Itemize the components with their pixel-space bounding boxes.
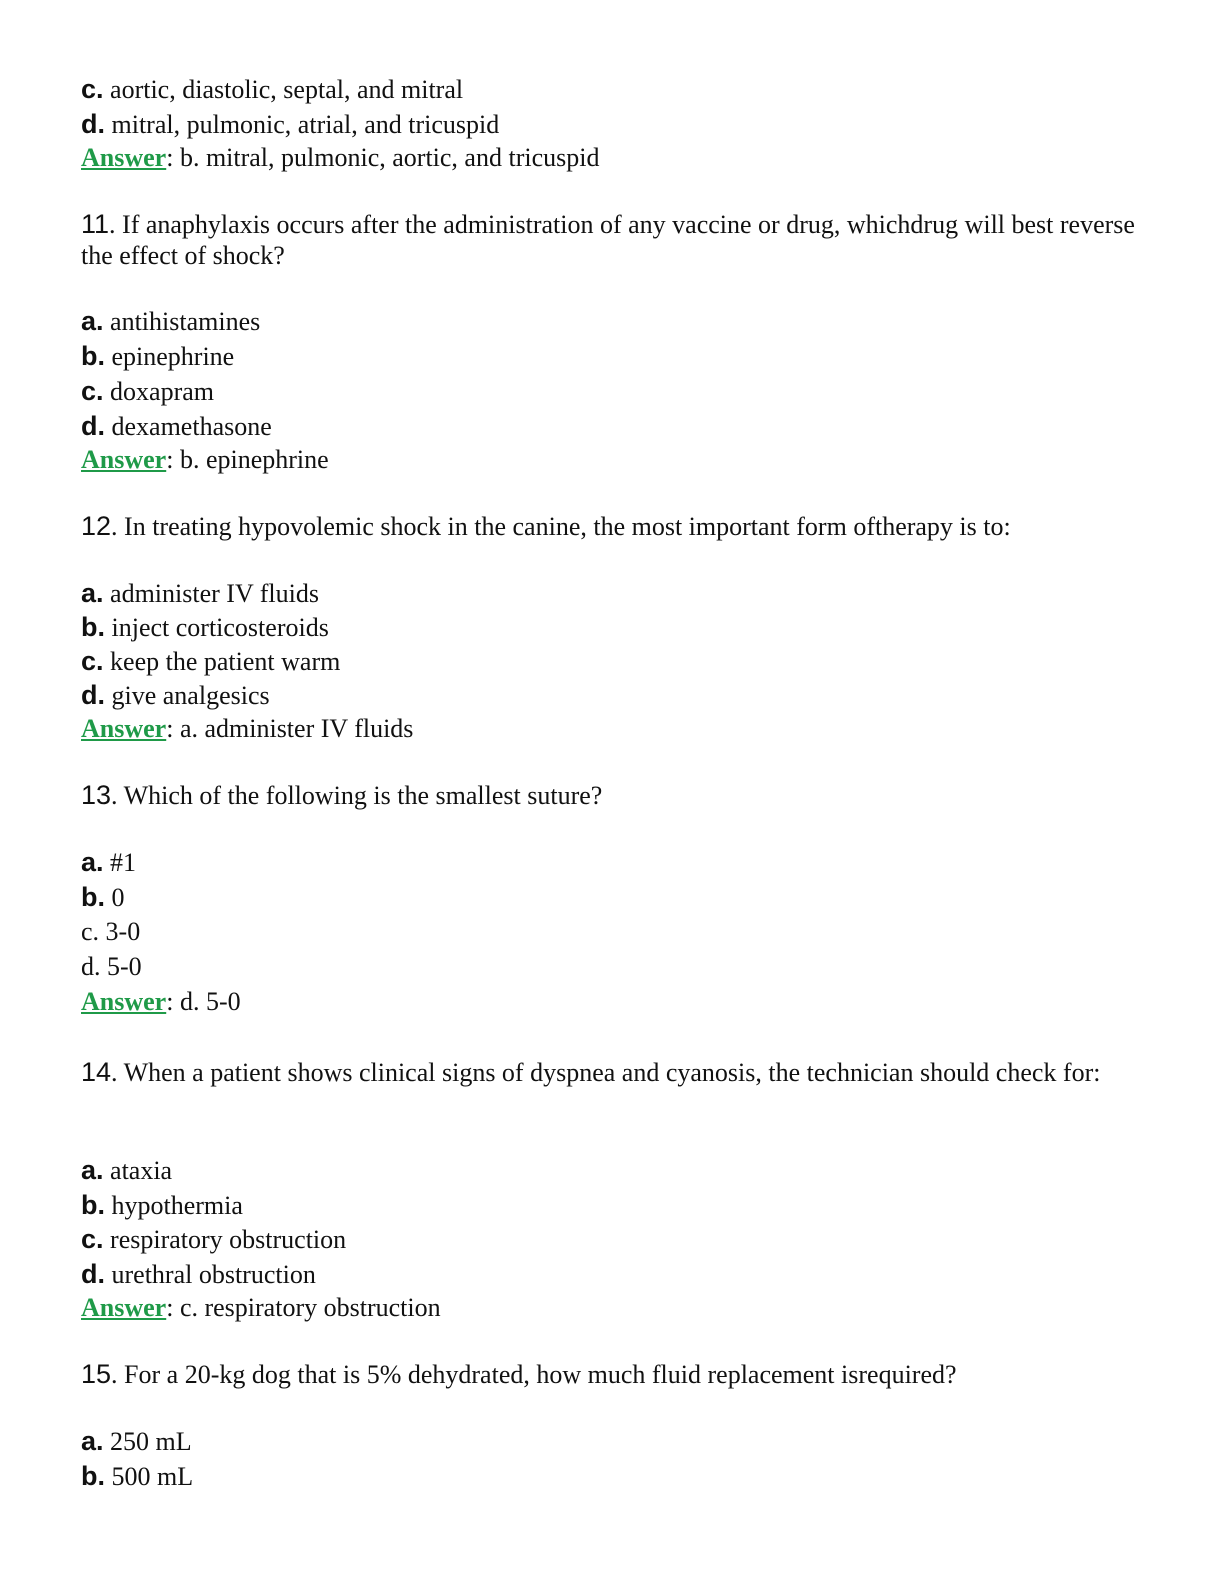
- question-13: 13. Which of the following is the smallest suture?: [81, 780, 603, 810]
- option-a: a. #1: [81, 847, 137, 877]
- option-b: b. epinephrine: [81, 341, 235, 371]
- option-a: a. 250 mL: [81, 1426, 192, 1456]
- answer-line: Answer: b. mitral, pulmonic, aortic, and tricuspid: [81, 143, 600, 172]
- option-c: c. 3-0: [81, 917, 141, 946]
- option-c: c. keep the patient warm: [81, 646, 341, 676]
- question-number: 14: [81, 1057, 112, 1087]
- question-14: 14. When a patient shows clinical signs of dyspnea and cyanosis, the technician should check for:: [81, 1057, 1101, 1087]
- option-b: b. 0: [81, 882, 125, 912]
- question-number: 13: [81, 780, 112, 810]
- option-b: b. 500 mL: [81, 1461, 194, 1491]
- answer-line: Answer: a. administer IV fluids: [81, 714, 414, 743]
- question-12: 12. In treating hypovolemic shock in the canine, the most important form oftherapy is to:: [81, 511, 1011, 541]
- question-number: 11: [81, 209, 110, 239]
- option-d: d. dexamethasone: [81, 411, 272, 441]
- question-15: 15. For a 20-kg dog that is 5% dehydrated, how much fluid replacement isrequired?: [81, 1359, 957, 1389]
- answer-label: Answer: [81, 445, 167, 474]
- answer-label: Answer: [81, 1293, 167, 1322]
- option-d: d. 5-0: [81, 952, 142, 981]
- question-number: 15: [81, 1359, 112, 1389]
- question-11: 11. If anaphylaxis occurs after the administration of any vaccine or drug, whichdrug will best reverse the effect of shock?: [81, 209, 1135, 270]
- answer-label: Answer: [81, 714, 167, 743]
- option-c: c. doxapram: [81, 376, 214, 406]
- option-a: a. ataxia: [81, 1155, 173, 1185]
- answer-label: Answer: [81, 143, 167, 172]
- option-d: d. urethral obstruction: [81, 1259, 316, 1289]
- answer-line: Answer: b. epinephrine: [81, 445, 329, 474]
- option-d: d. mitral, pulmonic, atrial, and tricuspid: [81, 109, 500, 139]
- option-a: a. administer IV fluids: [81, 578, 319, 608]
- answer-label: Answer: [81, 987, 167, 1016]
- option-d: d. give analgesics: [81, 680, 270, 710]
- option-b: b. inject corticosteroids: [81, 612, 329, 642]
- option-b: b. hypothermia: [81, 1190, 243, 1220]
- answer-line: Answer: d. 5-0: [81, 987, 241, 1016]
- question-number: 12: [81, 511, 112, 541]
- option-c: c. respiratory obstruction: [81, 1224, 347, 1254]
- option-a: a. antihistamines: [81, 306, 261, 336]
- option-c: c. aortic, diastolic, septal, and mitral: [81, 74, 464, 104]
- answer-line: Answer: c. respiratory obstruction: [81, 1293, 441, 1322]
